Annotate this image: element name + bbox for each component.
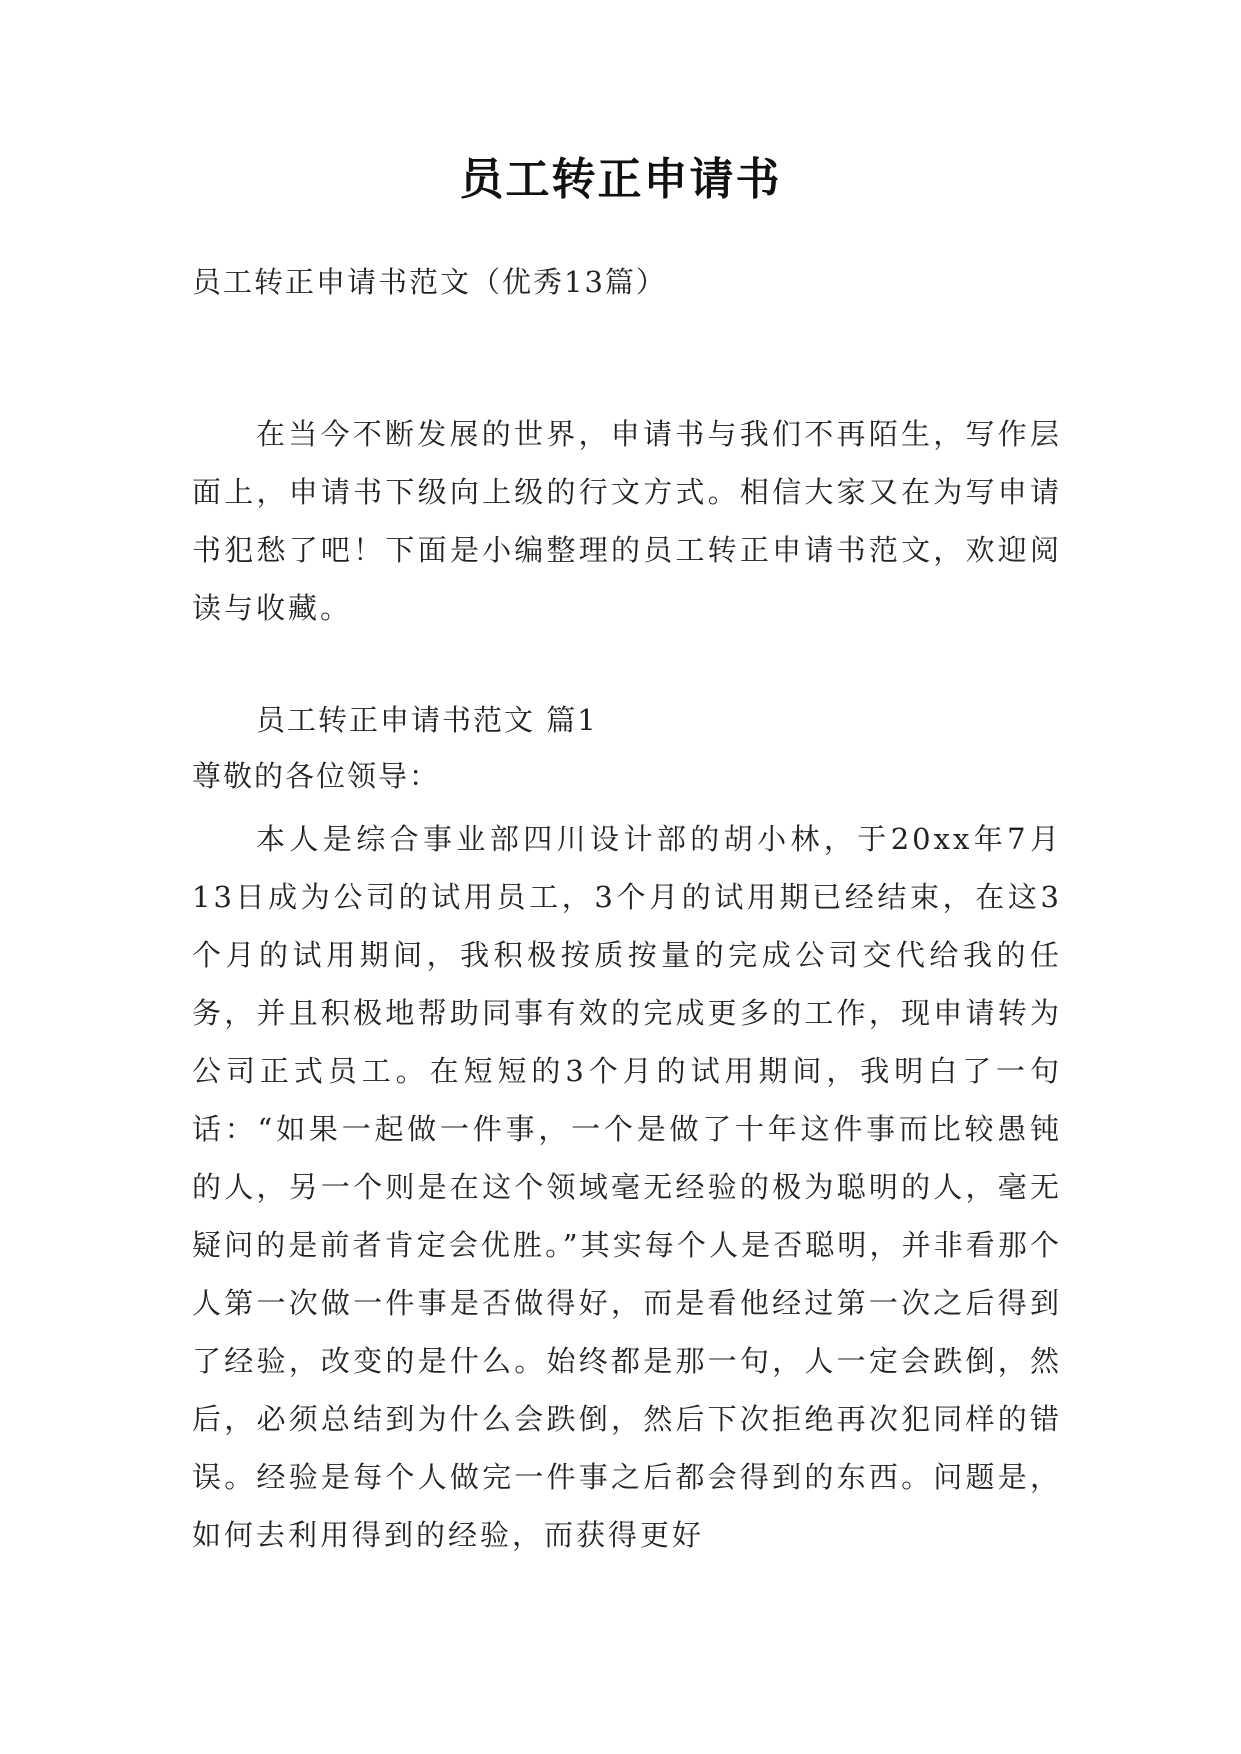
section-heading: 员工转正申请书范文 篇1 — [256, 703, 598, 737]
body-paragraph: 本人是综合事业部四川设计部的胡小林，于20xx年7月13日成为公司的试用员工，3个月的试用期已经结束，在这3个月的试用期间，我积极按质按量的完成公司交代给我的任务，并且积极地帮助同事有效的完成更多的工作，现申请转为公司正式员工。在短短的3个月的试用期间，我明白了一句话：“如果一起做一件事，一个是做了十年这件事而比较愚钝的人，另一个则是在这个领域毫无经验的极为聪明的人，毫无疑问的是前者肯定会优胜。”其实每个人是否聪明，并非看那个人第一次做一件事是否做得好，而是看他经过第一次之后得到了经验，改变的是什么。始终都是那一句，人一定会跌倒，然后，必须总结到为什么会跌倒，然后下次拒绝再次犯同样的错误。经验是每个人做完一件事之后都会得到的东西。问题是，如何去利用得到的经验，而获得更好 — [192, 822, 1062, 1552]
document-title: 员工转正申请书 — [459, 154, 782, 205]
intro-paragraph: 在当今不断发展的世界，申请书与我们不再陌生，写作层面上，申请书下级向上级的行文方式。相信大家又在为写申请书犯愁了吧！下面是小编整理的员工转正申请书范文，欢迎阅读与收藏。 — [192, 417, 1062, 625]
salutation: 尊敬的各位领导： — [192, 759, 441, 793]
document-subtitle: 员工转正申请书范文（优秀13篇） — [192, 265, 667, 299]
